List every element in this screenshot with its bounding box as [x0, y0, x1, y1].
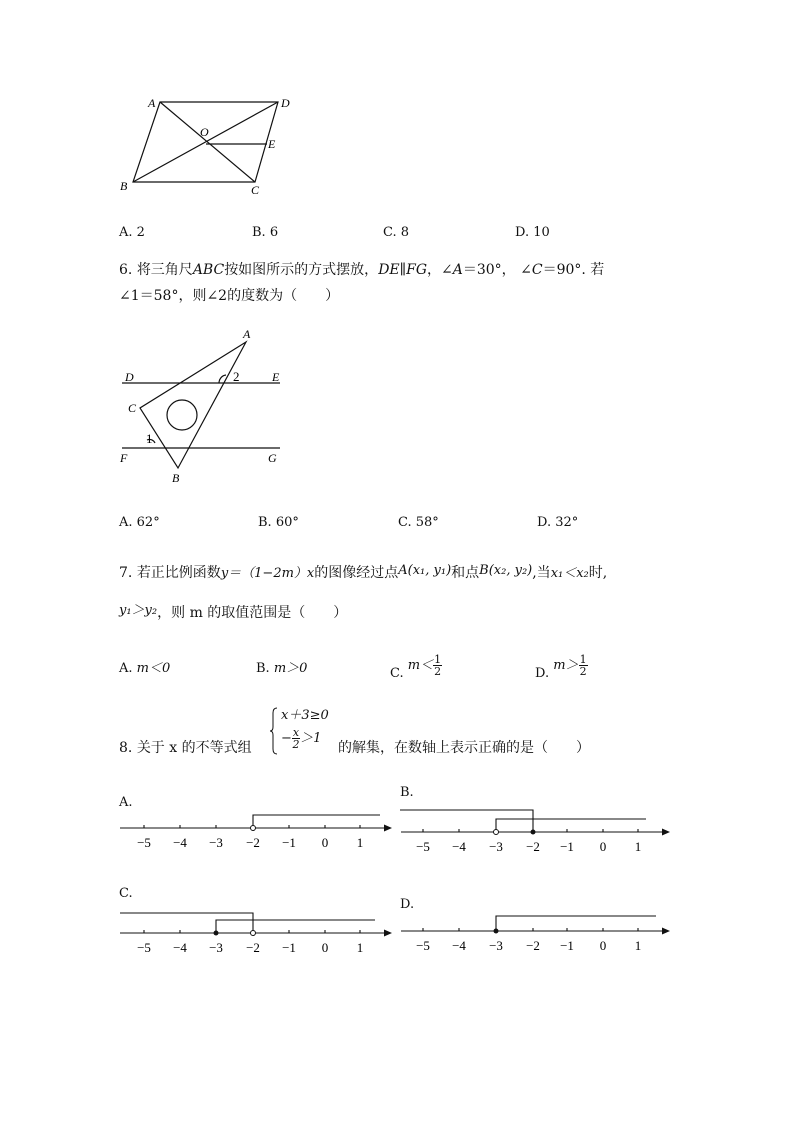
q8-text-start [119, 739, 252, 757]
denominator: 2 [434, 665, 442, 678]
q8-option-b-label: B. [400, 785, 414, 800]
option-expr: m＞ [553, 658, 579, 673]
tick-label: −4 [452, 839, 466, 854]
tick-label: −3 [489, 839, 503, 854]
numerator: 1 [579, 653, 587, 666]
fraction-one-half [579, 654, 588, 677]
label-c: C [128, 401, 137, 415]
label-e: E [272, 370, 280, 384]
denominator: 2 [292, 738, 300, 751]
label-g: G [268, 451, 277, 465]
q5-option-b: B. 6 [252, 225, 279, 240]
label-b: B [172, 471, 180, 485]
q6-text: ＝30°， ∠ [462, 262, 532, 278]
label-d: D [125, 370, 134, 384]
tick-label: 0 [599, 938, 607, 953]
q6-angle-c: C [531, 262, 543, 278]
q7-point-b: B(x₂, y₂) [479, 563, 533, 578]
number-line-b [398, 805, 678, 855]
q7-condition: x₁＜x₂ [550, 566, 589, 581]
tick-label: −5 [137, 940, 151, 955]
label-b: B [120, 179, 128, 193]
numerator: x [292, 726, 300, 739]
tick-label: −5 [137, 835, 151, 850]
inequality-rhs: ＞1 [300, 731, 322, 746]
denominator: 2 [579, 665, 587, 678]
tick-label: −1 [282, 835, 296, 850]
q7-text: 的图像经过点 [314, 565, 399, 581]
option-expr: m＞0 [273, 661, 308, 676]
minus-sign: − [281, 731, 292, 746]
parallelogram-figure [110, 92, 310, 197]
q7-line1 [119, 564, 607, 583]
option-expr: m＜0 [136, 661, 171, 676]
tick-label: 0 [321, 835, 329, 850]
option-letter: A. [119, 661, 133, 676]
q5-option-d: D. 10 [515, 225, 550, 240]
tick-label: −2 [246, 835, 260, 850]
tick-label: −4 [173, 835, 187, 850]
q7-point-a: A(x₁, y₁) [398, 563, 452, 578]
inequality-brace [270, 707, 278, 755]
tick-label: −5 [416, 839, 430, 854]
q6-line1 [119, 261, 604, 279]
tick-label: −4 [452, 938, 466, 953]
q6-angle-a: A [452, 262, 463, 278]
angle-1-label: 1 [146, 431, 153, 446]
angle-2-label: 2 [233, 369, 240, 384]
q5-option-a: A. 2 [119, 225, 145, 240]
q6-text: 按如图所示的方式摆放， [224, 262, 379, 278]
inequality-2 [281, 727, 321, 750]
tick-label: −1 [282, 940, 296, 955]
label-e: E [268, 137, 276, 151]
inequality-1: x＋3≥0 [281, 708, 329, 723]
tick-label: −2 [526, 839, 540, 854]
q6-text: ＝90°. 若 [542, 262, 605, 278]
q7-number: 7. [119, 565, 133, 581]
tick-label: −2 [246, 940, 260, 955]
fraction-one-half [433, 654, 442, 677]
option-expr: m＜ [407, 658, 434, 673]
q7-text: 若正比例函数 [136, 565, 221, 581]
q8-text: 关于 x 的不等式组 [136, 740, 252, 756]
number-line-d [398, 905, 678, 955]
option-letter: C. [390, 666, 404, 681]
tick-label: 1 [634, 938, 642, 953]
fraction-x-over-2 [292, 727, 300, 750]
q7-text: ，则 m 的取值范围是（ ） [157, 605, 348, 621]
q7-option-a [119, 660, 170, 678]
tick-label: −1 [560, 938, 574, 953]
tick-label: −1 [560, 839, 574, 854]
label-a: A [243, 327, 251, 341]
number-line-c [115, 905, 395, 955]
tick-label: 0 [599, 839, 607, 854]
number-line-a [115, 805, 395, 855]
q7-text: ,当 [532, 565, 551, 581]
q8-option-c-label: C. [119, 886, 133, 901]
q7-function: y＝（1−2m）x [220, 566, 315, 581]
q6-text: 将三角尺 [136, 262, 193, 278]
q6-line2: ∠1＝58°，则∠2的度数为（ ） [119, 288, 340, 304]
q7-option-c [390, 653, 442, 681]
tick-label: −4 [173, 940, 187, 955]
tick-label: 1 [356, 940, 364, 955]
triangle-ruler-figure [115, 325, 290, 490]
q8-option-d-label: D. [400, 897, 415, 912]
tick-label: −3 [209, 835, 223, 850]
q8-number: 8. [119, 740, 133, 756]
label-d: D [281, 96, 290, 110]
q7-text: 时, [588, 565, 608, 581]
q6-option-b: B. 60° [258, 515, 299, 530]
q7-option-d [535, 653, 588, 681]
tick-label: −3 [489, 938, 503, 953]
q7-option-b [256, 660, 307, 678]
label-c: C [251, 183, 260, 197]
option-letter: B. [256, 661, 270, 676]
tick-label: −3 [209, 940, 223, 955]
q6-parallel-expr: DE∥FG [378, 262, 427, 278]
q6-option-c: C. 58° [398, 515, 439, 530]
q7-text: 和点 [451, 565, 480, 581]
q8-option-a-label: A. [119, 795, 133, 810]
tick-label: −5 [416, 938, 430, 953]
q6-number: 6. [119, 262, 133, 278]
q8-text-end: 的解集，在数轴上表示正确的是（ ） [338, 740, 590, 756]
q6-option-d: D. 32° [537, 515, 579, 530]
option-letter: D. [535, 666, 550, 681]
label-o: O [200, 125, 209, 139]
label-f: F [120, 451, 128, 465]
tick-label: −2 [526, 938, 540, 953]
q5-option-c: C. 8 [383, 225, 410, 240]
numerator: 1 [434, 653, 442, 666]
q7-line2 [119, 604, 347, 623]
label-a: A [148, 96, 156, 110]
tick-label: 1 [356, 835, 364, 850]
tick-label: 0 [321, 940, 329, 955]
tick-label: 1 [634, 839, 642, 854]
q6-text: ，∠ [427, 262, 453, 278]
q6-option-a: A. 62° [119, 515, 160, 530]
q7-condition-2: y₁＞y₂ [119, 603, 158, 618]
q6-triangle-name: ABC [192, 262, 225, 278]
